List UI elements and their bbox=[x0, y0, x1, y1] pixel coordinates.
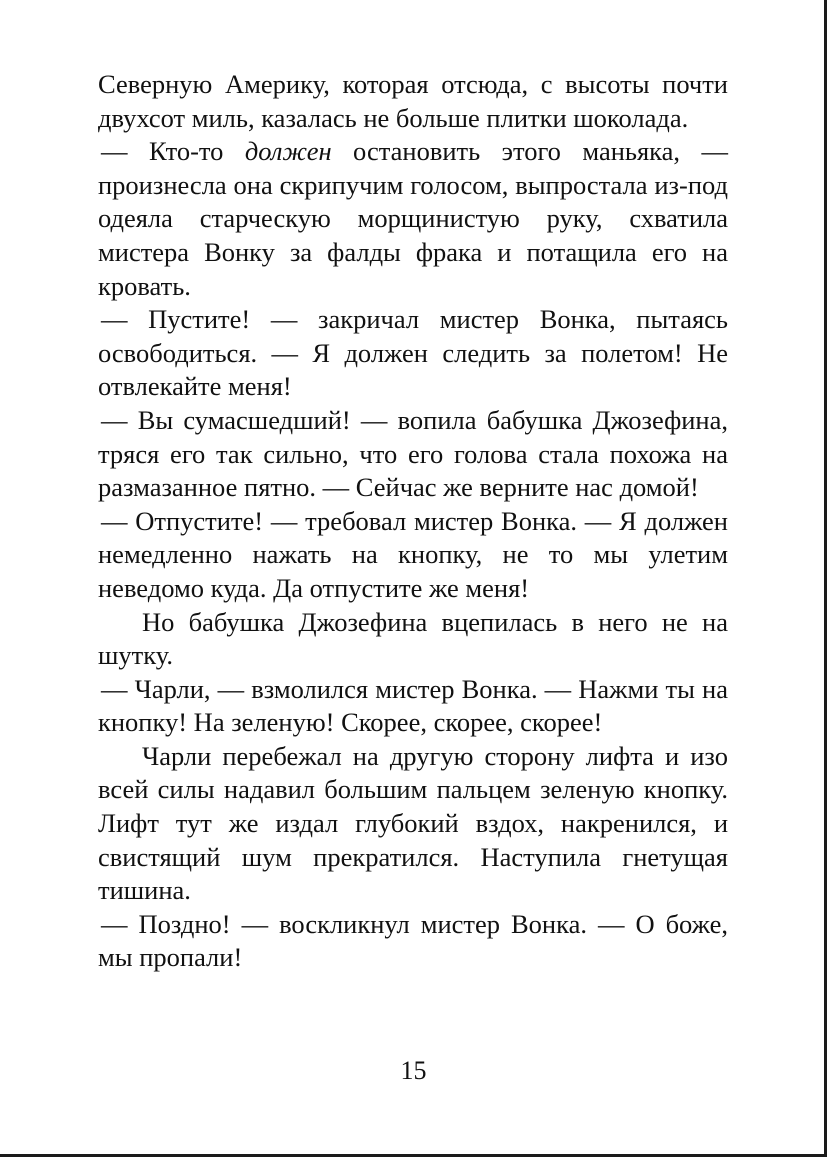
page-number: 15 bbox=[400, 1056, 427, 1085]
paragraph bbox=[98, 404, 728, 505]
paragraph bbox=[98, 505, 728, 606]
text-segment: — Пустите! — закричал мистер Вонка, пытаясь освободиться. — Я должен следить за полетом! Не отвлекайте меня! bbox=[98, 304, 728, 402]
italic-text: должен bbox=[244, 136, 332, 167]
text-segment: — Чарли, — взмолился мистер Вонка. — Нажми ты на кнопку! На зеленую! Скорее, скорее, скорее! bbox=[98, 673, 728, 738]
paragraph bbox=[98, 303, 728, 404]
paragraph bbox=[98, 673, 728, 740]
text-segment: — Поздно! — воскликнул мистер Вонка. — О боже, мы пропали! bbox=[98, 908, 728, 973]
text-segment: остановить этого маньяка, — произнесла она скрипучим голосом, выпростала из-под одеяла старческую морщинистую руку, схватила мистера Вонку за фалды фрака и потащила его на кровать. bbox=[98, 136, 728, 301]
paragraph bbox=[98, 740, 728, 908]
paragraph bbox=[98, 135, 728, 303]
text-segment: Но бабушка Джозефина вцепилась в него не на шутку. bbox=[98, 606, 728, 671]
paragraph bbox=[98, 606, 728, 673]
body-text bbox=[98, 68, 728, 975]
paragraph bbox=[98, 908, 728, 975]
text-segment: — Отпустите! — требовал мистер Вонка. — Я должен немедленно нажать на кнопку, не то мы улетим неведомо куда. Да отпустите же меня! bbox=[98, 505, 728, 603]
text-segment: — Кто-то bbox=[101, 136, 245, 167]
text-segment: Чарли перебежал на другую сторону лифта и изо всей силы надавил большим пальцем зеленую кнопку. Лифт тут же издал глубокий вздох, накренился, и свистящий шум прекратился. Наступила гнетущая тишина. bbox=[98, 740, 728, 906]
text-segment: Северную Америку, которая отсюда, с высоты почти двухсот миль, казалась не больше плитки шоколада. bbox=[98, 69, 728, 133]
paragraph bbox=[98, 68, 728, 135]
text-segment: — Вы сумасшедший! — вопила бабушка Джозефина, тряся его так сильно, что его голова стала похожа на размазанное пятно. — Сейчас же верните нас домой! bbox=[98, 404, 728, 503]
